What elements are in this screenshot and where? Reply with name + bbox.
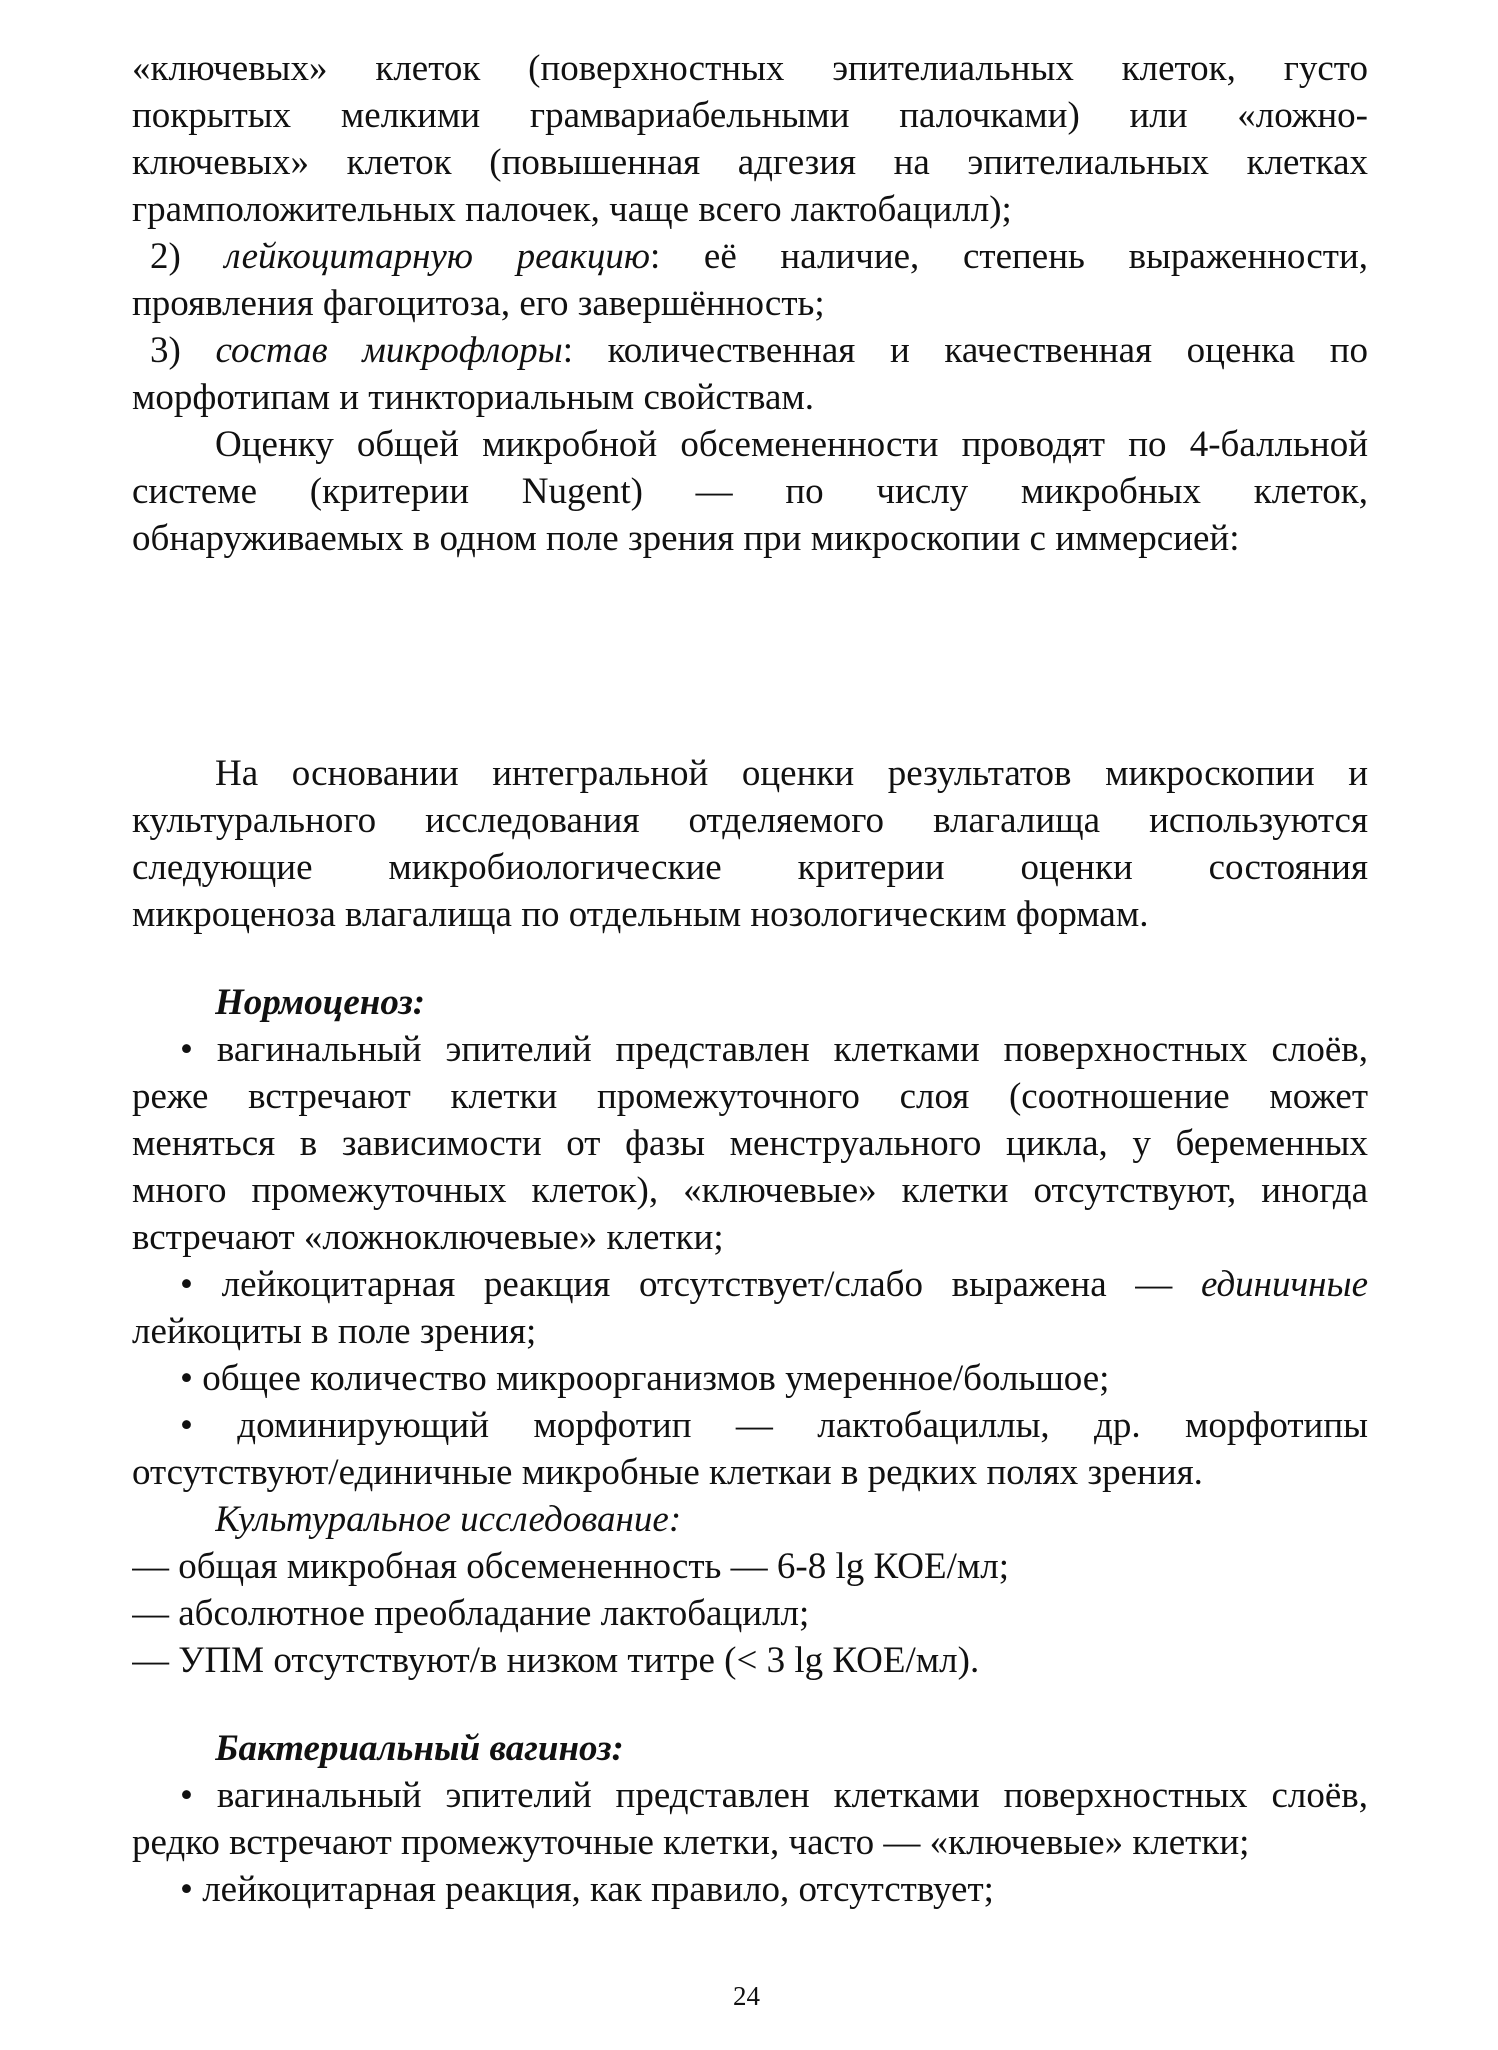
criteria-line-2: культурального исследования отделяемого влагалища используются bbox=[132, 800, 1368, 841]
bv-bullet-2: • лейкоцитарная реакция, как правило, отсутствует; bbox=[180, 1869, 994, 1910]
normocenosis-heading: Нормоценоз: bbox=[215, 982, 426, 1023]
normo-bullet-1-line-4: много промежуточных клеток), «ключевые» клетки отсутствуют, иногда bbox=[132, 1170, 1368, 1211]
normo-bullet-1-line-5: встречают «ложноключевые» клетки; bbox=[132, 1217, 724, 1258]
culture-item-3: — УПМ отсутствуют/в низком титре (< 3 lg КОЕ/мл). bbox=[132, 1640, 980, 1681]
bv-bullet-1-line-2: редко встречают промежуточные клетки, часто — «ключевые» клетки; bbox=[132, 1822, 1250, 1863]
intro-line-4: грамположительных палочек, чаще всего лактобацилл); bbox=[132, 189, 1012, 230]
item-2-rest: : её наличие, степень выраженности, bbox=[649, 236, 1368, 277]
item-3-number: 3) bbox=[150, 330, 181, 371]
criteria-line-1: На основании интегральной оценки результатов микроскопии и bbox=[215, 753, 1368, 794]
item-3-rest: : количественная и качественная оценка по bbox=[562, 330, 1368, 371]
criteria-line-3: следующие микробиологические критерии оценки состояния bbox=[132, 847, 1368, 888]
bv-bullet-1-line-1: • вагинальный эпителий представлен клетками поверхностных слоёв, bbox=[180, 1775, 1368, 1816]
normo-bullet-2-italic: единичные bbox=[1200, 1264, 1368, 1305]
item-3 bbox=[150, 328, 1368, 375]
normo-bullet-4-line-2: отсутствуют/единичные микробные клеткаи в редких полях зрения. bbox=[132, 1452, 1203, 1493]
intro-line-2: покрытых мелкими грамвариабельными палочками) или «ложно- bbox=[132, 95, 1368, 136]
item-2 bbox=[150, 234, 1368, 281]
normo-bullet-3: • общее количество микроорганизмов умеренное/большое; bbox=[180, 1358, 1110, 1399]
item-3-term: состав микрофлоры bbox=[215, 330, 563, 371]
normo-bullet-1-line-2: реже встречают клетки промежуточного слоя (соотношение может bbox=[132, 1076, 1368, 1117]
normo-bullet-1-line-3: меняться в зависимости от фазы менструального цикла, у беременных bbox=[132, 1123, 1368, 1164]
item-2-line-2: проявления фагоцитоза, его завершённость; bbox=[132, 283, 825, 324]
culture-heading: Культуральное исследование: bbox=[215, 1499, 682, 1540]
nugent-line-3: обнаруживаемых в одном поле зрения при микроскопии с иммерсией: bbox=[132, 518, 1240, 559]
normo-bullet-1-line-1: • вагинальный эпителий представлен клетками поверхностных слоёв, bbox=[180, 1029, 1368, 1070]
nugent-line-2: системе (критерии Nugent) — по числу микробных клеток, bbox=[132, 471, 1368, 512]
item-2-number: 2) bbox=[150, 236, 181, 277]
normo-bullet-2 bbox=[180, 1262, 1368, 1309]
bv-heading: Бактериальный вагиноз: bbox=[215, 1728, 624, 1769]
item-3-line-2: морфотипам и тинкториальным свойствам. bbox=[132, 377, 815, 418]
normo-bullet-2-line-2: лейкоциты в поле зрения; bbox=[132, 1311, 537, 1352]
criteria-line-4: микроценоза влагалища по отдельным нозологическим формам. bbox=[132, 894, 1149, 935]
normo-bullet-4-line-1: • доминирующий морфотип — лактобациллы, др. морфотипы bbox=[180, 1405, 1368, 1446]
item-2-term: лейкоцитарную реакцию bbox=[224, 236, 650, 277]
nugent-line-1: Оценку общей микробной обсемененности проводят по 4-балльной bbox=[215, 424, 1368, 465]
intro-line-1: «ключевых» клеток (поверхностных эпителиальных клеток, густо bbox=[132, 48, 1368, 89]
culture-item-2: — абсолютное преобладание лактобацилл; bbox=[132, 1593, 810, 1634]
normo-bullet-2-text: • лейкоцитарная реакция отсутствует/слабо выражена — bbox=[180, 1264, 1201, 1305]
intro-line-3: ключевых» клеток (повышенная адгезия на эпителиальных клетках bbox=[132, 142, 1368, 183]
page-number: 24 bbox=[733, 1981, 760, 2011]
culture-item-1: — общая микробная обсемененность — 6-8 lg КОЕ/мл; bbox=[132, 1546, 1010, 1587]
